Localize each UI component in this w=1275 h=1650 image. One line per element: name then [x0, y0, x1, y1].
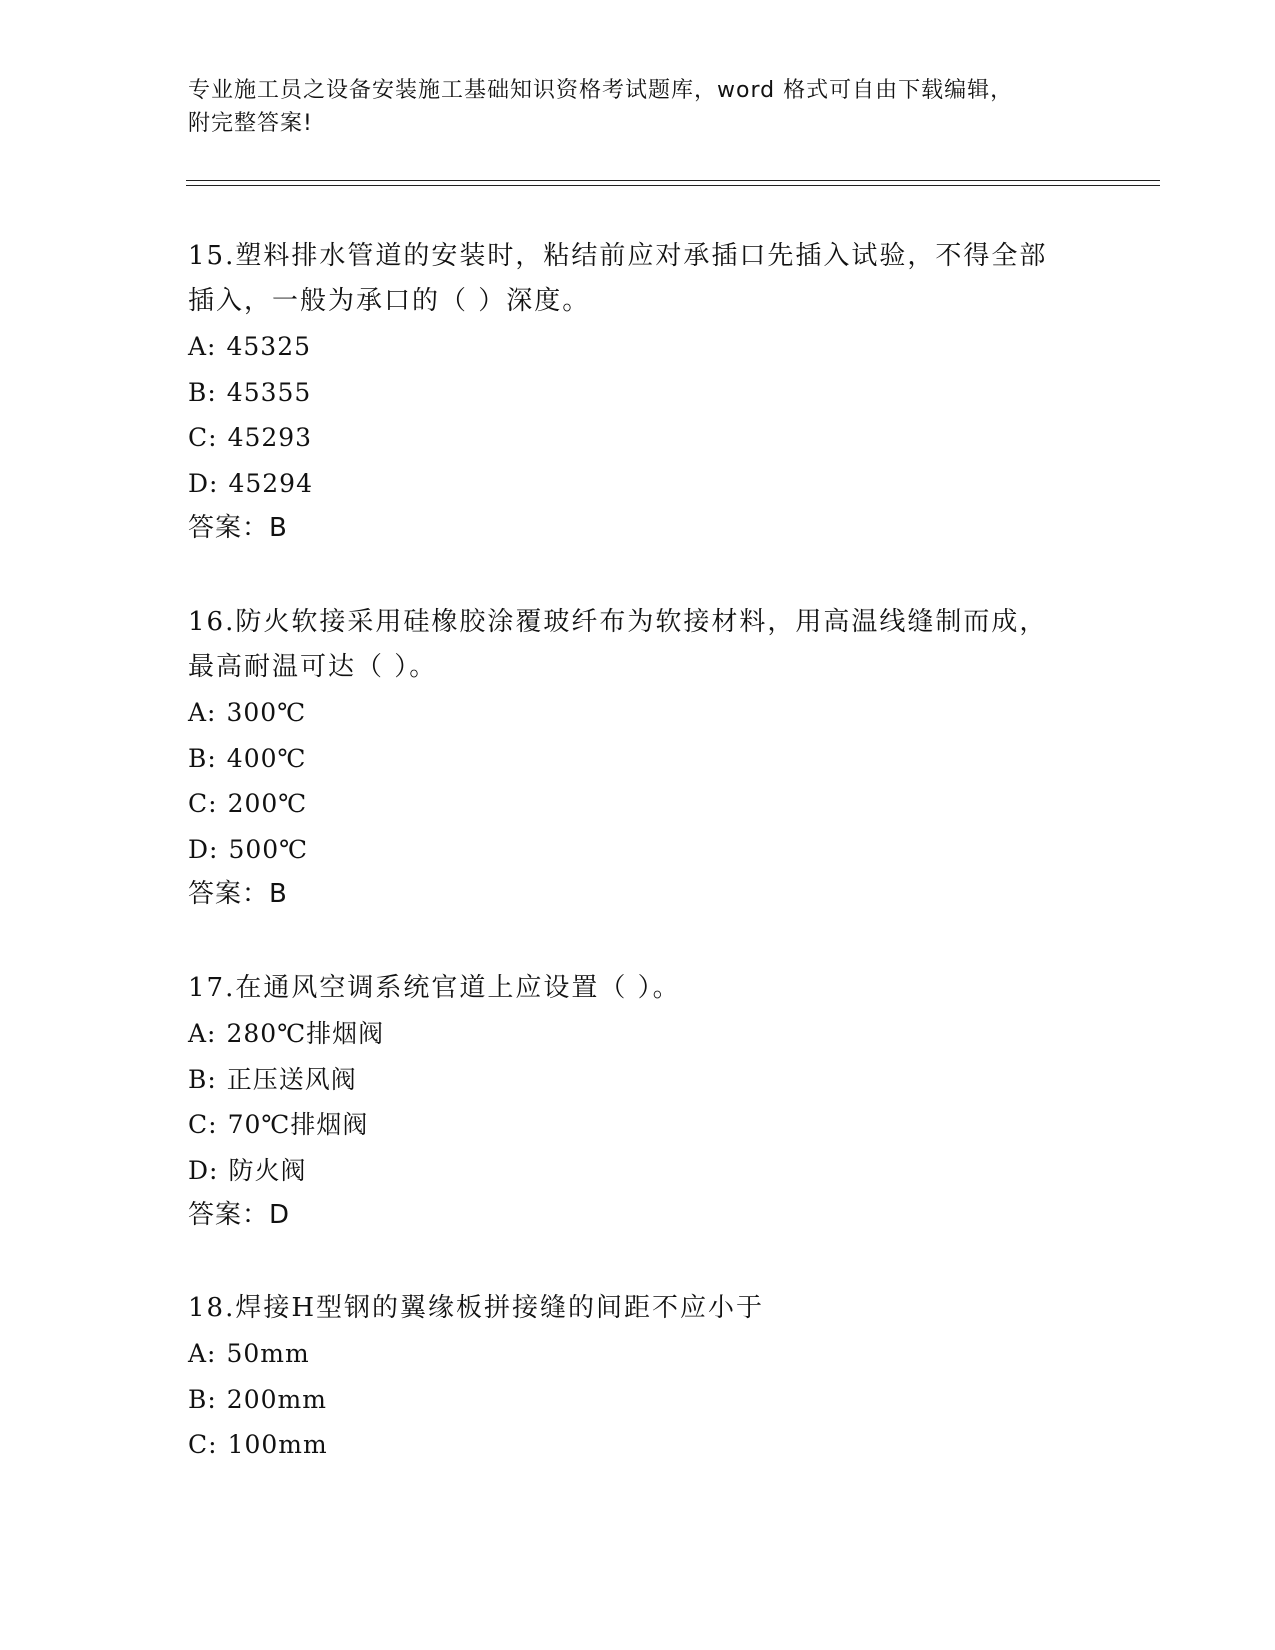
answer-label: 答案：B: [188, 879, 288, 909]
option-text: 45325: [226, 332, 312, 361]
option-d: [188, 1148, 1088, 1194]
option-letter: C:: [188, 423, 218, 452]
option-letter: A:: [188, 1339, 217, 1368]
option-text: 防火阀: [228, 1155, 307, 1185]
option-letter: B:: [188, 1384, 217, 1414]
answer-label: 答案：B: [188, 513, 288, 543]
option-text: 45294: [228, 468, 313, 498]
option-a: [188, 690, 1088, 736]
option-b: [188, 370, 1088, 416]
option-text: 200℃: [227, 789, 308, 818]
document-header: [188, 74, 1088, 140]
header-line-2: 附完整答案!: [188, 111, 313, 136]
option-text: 300℃: [226, 698, 307, 727]
header-divider-top: [186, 180, 1160, 181]
option-letter: D:: [188, 468, 219, 498]
option-letter: C:: [188, 1110, 218, 1139]
question-stem: 16.防火软接采用硅橡胶涂覆玻纤布为软接材料，用高温线缝制而成，最高耐温可达（ ）。: [188, 607, 1048, 682]
option-a: [188, 1331, 1088, 1377]
option-a: [188, 324, 1088, 370]
option-letter: A:: [188, 698, 217, 727]
option-text: 70℃排烟阀: [227, 1110, 369, 1139]
option-text: 正压送风阀: [226, 1064, 357, 1094]
option-text: 200mm: [226, 1384, 327, 1414]
option-text: 50mm: [226, 1339, 310, 1368]
option-c: [188, 1102, 1088, 1148]
option-text: 500℃: [228, 834, 309, 864]
question-16: [188, 600, 1088, 917]
question-stem: 15.塑料排水管道的安装时，粘结前应对承插口先插入试验，不得全部插入，一般为承口的（ ）深度。: [188, 241, 1048, 316]
option-letter: C:: [188, 1430, 218, 1459]
option-letter: C:: [188, 789, 218, 818]
option-c: [188, 1422, 1088, 1468]
option-b: [188, 1377, 1088, 1423]
question-15: [188, 234, 1088, 551]
option-letter: D:: [188, 834, 219, 864]
option-letter: A:: [188, 1019, 217, 1048]
question-17: [188, 966, 1088, 1238]
option-text: 100mm: [227, 1430, 328, 1459]
option-letter: A:: [188, 332, 217, 361]
option-c: [188, 781, 1088, 827]
option-letter: B:: [188, 377, 217, 407]
option-text: 45293: [227, 423, 313, 452]
option-c: [188, 415, 1088, 461]
header-line-1: 专业施工员之设备安装施工基础知识资格考试题库，word 格式可自由下载编辑，: [188, 78, 1014, 103]
option-d: [188, 461, 1088, 507]
option-letter: B:: [188, 1064, 217, 1094]
option-d: [188, 827, 1088, 873]
option-a: [188, 1011, 1088, 1057]
option-letter: D:: [188, 1155, 219, 1185]
option-text: 45355: [226, 377, 312, 407]
header-divider-bottom: [186, 185, 1160, 186]
option-text: 400℃: [226, 743, 307, 773]
question-stem: 18.焊接H型钢的翼缘板拼接缝的间距不应小于: [188, 1293, 765, 1323]
option-b: [188, 1057, 1088, 1103]
answer-label: 答案：D: [188, 1200, 291, 1230]
question-18: [188, 1286, 1088, 1468]
option-b: [188, 736, 1088, 782]
option-text: 280℃排烟阀: [226, 1019, 385, 1048]
question-stem: 17.在通风空调系统官道上应设置（ ）。: [188, 973, 681, 1003]
option-letter: B:: [188, 743, 217, 773]
